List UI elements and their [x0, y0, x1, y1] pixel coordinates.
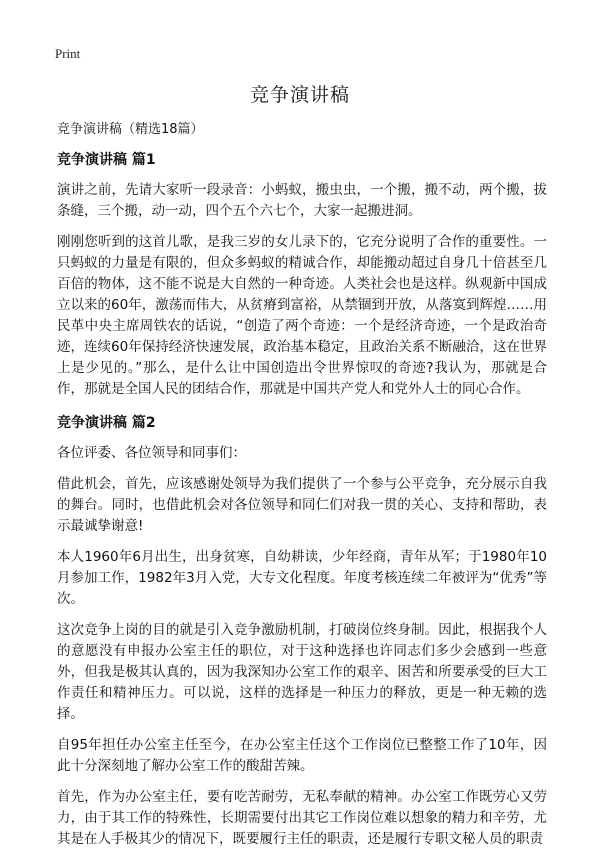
paragraph: 借此机会，首先，应该感谢处领导为我们提供了一个参与公平竞争，充分展示自我的舞台。同时，也借此机会对各位领导和同仁们对我一贯的关心、支持和帮助，表示最诚挚谢意!: [57, 476, 547, 534]
document-title: 竞争演讲稿: [249, 84, 350, 106]
section-heading: 竞争演讲稿 篇1: [57, 152, 156, 168]
section-heading: 竞争演讲稿 篇2: [57, 415, 156, 431]
paragraph: 本人1960年6月出生，出身贫寒，自幼耕读，少年经商，青年从军；于1980年10月参加工作，1982年3月入党，大专文化程度。年度考核连续二年被评为“优秀”等次。: [57, 549, 547, 607]
paragraph: 刚刚您听到的这首儿歌，是我三岁的女儿录下的，它充分说明了合作的重要性。一只蚂蚁的力量是有限的，但众多蚂蚁的精诚合作，却能搬动超过自身几十倍甚至几百倍的物体，这不能不说是大自然的一种奇迹。人类社会也是这样。纵观新中国成立以来的60年，激荡而伟大，从贫瘠到富裕，从禁锢到开放，从落寞到辉煌……用民革中央主席周铁农的话说，“创造了两个奇迹：一个是经济奇迹，一个是政治奇迹，连续60年保持经济快速发展，政治基本稳定，且政治关系不断融洽，这在世界上是少见的。”那么，是什么让中国创造出令世界惊叹的奇迹?我认为，那就是合作，那就是全国人民的团结合作，那就是中国共产党人和党外人士的同心合作。: [57, 234, 547, 397]
paragraph: 首先，作为办公室主任，要有吃苦耐劳，无私奉献的精神。办公室工作既劳心又劳力，由于其工作的特殊性，长期需要付出其它工作岗位难以想象的精力和辛劳，尤其是在人手极其少的情况下，既要履行主任的职责，还是履行专职文秘人员的职责: [57, 789, 547, 847]
paragraph: 这次竞争上岗的目的就是引入竞争激励机制，打破岗位终身制。因此，根据我个人的意愿没有申报办公室主任的职位，对于这种选择也许同志们多少会感到一些意外，但我是极其认真的，因为我深知办公室工作的艰辛、困苦和所要承受的巨大工作责任和精神压力。可以说，这样的选择是一种压力的释放，更是一种无赖的选择。: [57, 622, 547, 722]
section-1: [57, 151, 547, 400]
document-body: [57, 121, 547, 860]
paragraph: 自95年担任办公室主任至今，在办公室主任这个工作岗位已整整工作了10年，因此十分深刻地了解办公室工作的酸甜苦辣。: [57, 737, 547, 774]
paragraph: 各位评委、各位领导和同事们：: [57, 445, 246, 461]
section-2: [57, 414, 547, 850]
paragraph: 演讲之前，先请大家听一段录音：小蚂蚁，搬虫虫，一个搬，搬不动，两个搬，拔条缝，三个搬，动一动，四个五个六七个，大家一起搬进洞。: [57, 182, 547, 219]
document-subtitle: 竞争演讲稿（精选18篇）: [57, 122, 204, 137]
print-link[interactable]: Print: [55, 46, 81, 61]
